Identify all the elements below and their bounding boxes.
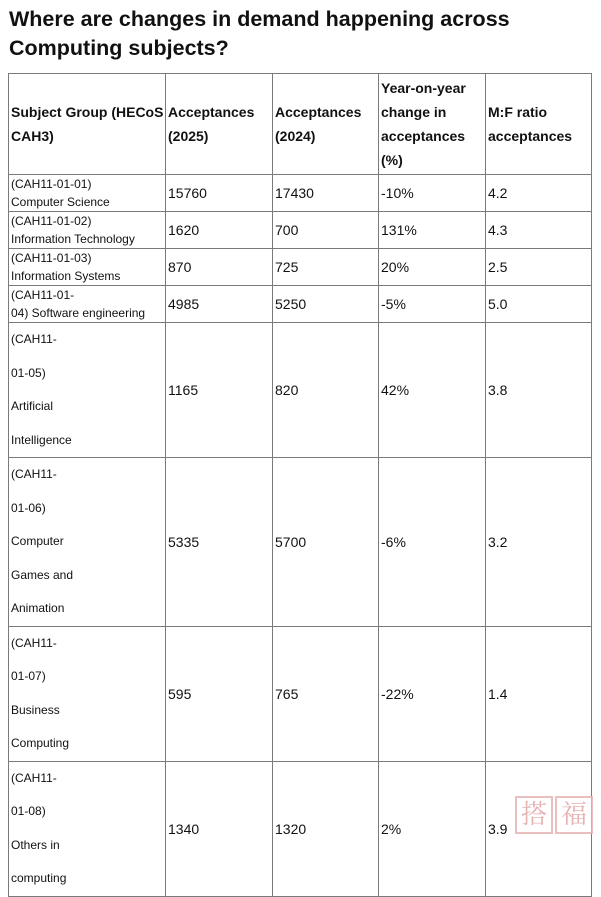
header-acceptances-2025: Acceptances (2025) bbox=[166, 74, 273, 175]
acceptances-2025-cell: 870 bbox=[166, 249, 273, 286]
table-row bbox=[9, 761, 592, 896]
subject-cell: (CAH11-01- 04) Software engineering bbox=[9, 286, 166, 323]
change-cell: 20% bbox=[379, 249, 486, 286]
subject-cell: (CAH11-01-02) Information Technology bbox=[9, 212, 166, 249]
header-acceptances-2024: Acceptances (2024) bbox=[273, 74, 379, 175]
change-cell: -6% bbox=[379, 458, 486, 627]
subject-cell: (CAH11- 01-06) Computer Games and Animation bbox=[9, 458, 166, 627]
ratio-cell: 5.0 bbox=[486, 286, 592, 323]
ratio-cell: 3.9 bbox=[486, 761, 592, 896]
subject-cell: (CAH11- 01-05) Artificial Intelligence bbox=[9, 323, 166, 458]
page-title: Where are changes in demand happening across Computing subjects? bbox=[9, 7, 510, 60]
header-mf-ratio: M:F ratio acceptances bbox=[486, 74, 592, 175]
change-cell: 2% bbox=[379, 761, 486, 896]
table-row bbox=[9, 626, 592, 761]
subject-cell: (CAH11-01-01) Computer Science bbox=[9, 175, 166, 212]
acceptances-table bbox=[8, 73, 592, 897]
table-row bbox=[9, 286, 592, 323]
acceptances-2024-cell: 725 bbox=[273, 249, 379, 286]
acceptances-2024-cell: 5250 bbox=[273, 286, 379, 323]
watermark-glyph-right: 福 bbox=[555, 796, 593, 834]
subject-cell: (CAH11-01-03) Information Systems bbox=[9, 249, 166, 286]
acceptances-2025-cell: 5335 bbox=[166, 458, 273, 627]
subject-cell: (CAH11- 01-07) Business Computing bbox=[9, 626, 166, 761]
acceptances-2024-cell: 820 bbox=[273, 323, 379, 458]
acceptances-2024-cell: 1320 bbox=[273, 761, 379, 896]
acceptances-2025-cell: 595 bbox=[166, 626, 273, 761]
watermark-stamp bbox=[515, 796, 595, 836]
table-header-row bbox=[9, 74, 592, 175]
acceptances-2024-cell: 765 bbox=[273, 626, 379, 761]
change-cell: 42% bbox=[379, 323, 486, 458]
acceptances-2025-cell: 1340 bbox=[166, 761, 273, 896]
acceptances-2025-cell: 4985 bbox=[166, 286, 273, 323]
header-year-on-year-change: Year-on-year change in acceptances (%) bbox=[379, 74, 486, 175]
header-subject-group: Subject Group (HECoS CAH3) bbox=[9, 74, 166, 175]
ratio-cell: 3.8 bbox=[486, 323, 592, 458]
table-row bbox=[9, 175, 592, 212]
ratio-cell: 2.5 bbox=[486, 249, 592, 286]
acceptances-2024-cell: 5700 bbox=[273, 458, 379, 627]
acceptances-2025-cell: 1620 bbox=[166, 212, 273, 249]
change-cell: 131% bbox=[379, 212, 486, 249]
change-cell: -22% bbox=[379, 626, 486, 761]
ratio-cell: 3.2 bbox=[486, 458, 592, 627]
ratio-cell: 4.2 bbox=[486, 175, 592, 212]
ratio-cell: 4.3 bbox=[486, 212, 592, 249]
table-row bbox=[9, 458, 592, 627]
change-cell: -10% bbox=[379, 175, 486, 212]
table-row bbox=[9, 249, 592, 286]
acceptances-2025-cell: 1165 bbox=[166, 323, 273, 458]
acceptances-2025-cell: 15760 bbox=[166, 175, 273, 212]
acceptances-2024-cell: 17430 bbox=[273, 175, 379, 212]
watermark-glyph-left: 搭 bbox=[515, 796, 553, 834]
table-row bbox=[9, 212, 592, 249]
table-row bbox=[9, 323, 592, 458]
change-cell: -5% bbox=[379, 286, 486, 323]
ratio-cell: 1.4 bbox=[486, 626, 592, 761]
acceptances-2024-cell: 700 bbox=[273, 212, 379, 249]
subject-cell: (CAH11- 01-08) Others in computing bbox=[9, 761, 166, 896]
